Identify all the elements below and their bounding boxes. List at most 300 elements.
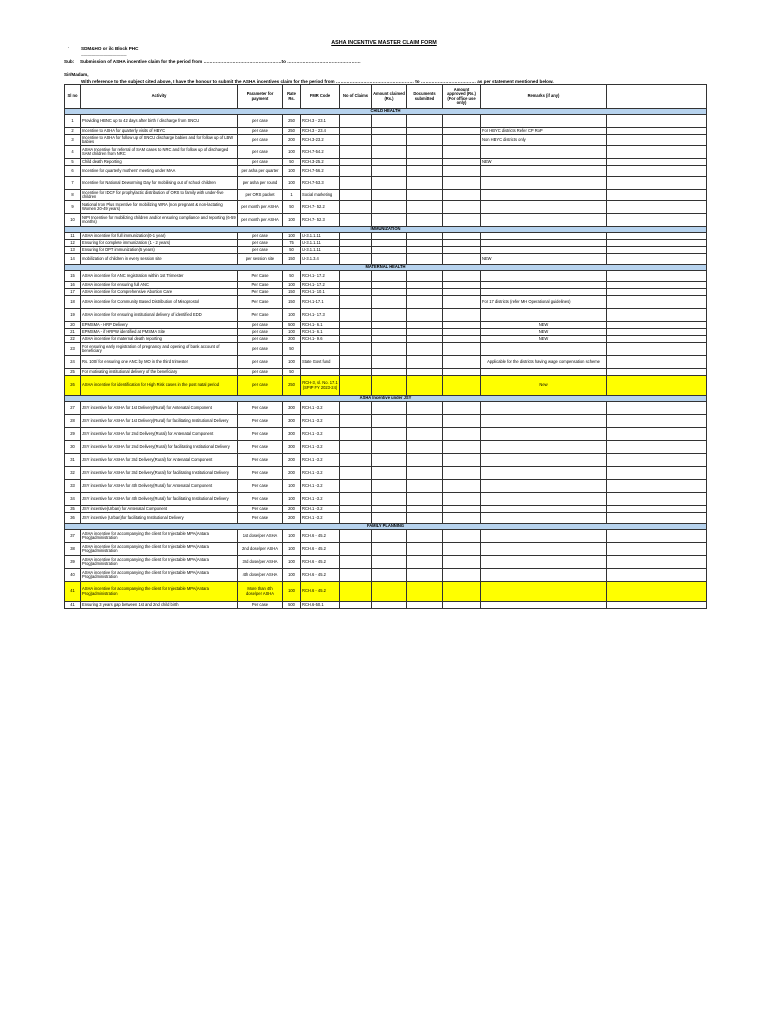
cell-docs[interactable] [407,233,443,240]
cell-approved[interactable] [443,201,481,214]
cell-approved[interactable] [443,254,481,265]
cell-approved[interactable] [443,309,481,322]
cell-amount[interactable] [372,513,407,524]
cell-amount[interactable] [372,480,407,493]
table-row [65,480,707,493]
cell-claims[interactable] [340,254,372,265]
cell-docs[interactable] [407,543,443,556]
cell-docs[interactable] [407,128,443,135]
cell-rate: 100 [283,177,301,190]
cell-docs[interactable] [407,296,443,309]
cell-activity: Incentive to ASHA for quarterly visits of HBYC [81,128,238,135]
cell-fmr: RCH.1 -3.2 [301,467,340,480]
cell-fmr: RCH.1- 17.3 [301,309,340,322]
salutation: Sir/Madam, [64,72,89,77]
cell-claims[interactable] [340,329,372,336]
cell-approved[interactable] [443,329,481,336]
cell-claims[interactable] [340,493,372,506]
cell-remarks [481,454,607,467]
cell-claims[interactable] [340,214,372,227]
cell-approved[interactable] [443,582,481,602]
cell-docs[interactable] [407,159,443,166]
cell-docs[interactable] [407,343,443,356]
cell-amount[interactable] [372,376,407,396]
cell-claims[interactable] [340,240,372,247]
cell-claims[interactable] [340,282,372,289]
cell-activity: Rs. 100/ for ensuring one ANC by MO in the third trimester [81,356,238,369]
cell-docs[interactable] [407,602,443,609]
cell-approved[interactable] [443,543,481,556]
cell-approved[interactable] [443,322,481,329]
cell-approved[interactable] [443,480,481,493]
cell-claims[interactable] [340,336,372,343]
section-immunization: IMMUNIZATION [65,227,707,233]
cell-amount[interactable] [372,402,407,415]
cell-docs[interactable] [407,582,443,602]
cell-docs[interactable] [407,289,443,296]
cell-approved[interactable] [443,556,481,569]
cell-claims[interactable] [340,271,372,282]
cell-docs[interactable] [407,441,443,454]
cell-docs[interactable] [407,530,443,543]
table-row-highlighted [65,376,707,396]
cell-extra [607,214,707,227]
cell-amount[interactable] [372,369,407,376]
cell-rate: 50 [283,247,301,254]
cell-docs[interactable] [407,506,443,513]
cell-approved[interactable] [443,240,481,247]
cell-docs[interactable] [407,493,443,506]
cell-docs[interactable] [407,309,443,322]
cell-claims[interactable] [340,441,372,454]
cell-approved[interactable] [443,428,481,441]
cell-claims[interactable] [340,428,372,441]
cell-remarks [481,556,607,569]
cell-activity: ASHA incentive for Comprehensive Abortion Care [81,289,238,296]
cell-claims[interactable] [340,177,372,190]
cell-remarks [481,441,607,454]
cell-sl: 3 [65,135,81,146]
cell-sl: 1 [65,115,81,128]
cell-fmr: U-3.1.3.4 [301,254,340,265]
cell-activity: JSY incentive for ASHA for 2nd Delivery(Rural) for Antenatal Component [81,428,238,441]
cell-param: 1st dose/per ASHA [238,530,283,543]
cell-rate: 200 [283,135,301,146]
cell-docs[interactable] [407,356,443,369]
cell-docs[interactable] [407,569,443,582]
cell-docs[interactable] [407,201,443,214]
cell-fmr: RCH.1- 10.1 [301,289,340,296]
cell-extra [607,309,707,322]
cell-activity: For motivating institutional delivery of the beneficiary [81,369,238,376]
cell-amount[interactable] [372,135,407,146]
cell-rate: 200 [283,513,301,524]
cell-fmr: RCH.1- 17.2 [301,271,340,282]
cell-approved[interactable] [443,336,481,343]
cell-claims[interactable] [340,296,372,309]
cell-docs[interactable] [407,415,443,428]
cell-docs[interactable] [407,513,443,524]
cell-extra [607,336,707,343]
cell-approved[interactable] [443,190,481,201]
cell-amount[interactable] [372,543,407,556]
cell-sl: 2 [65,128,81,135]
col-docs: Documents submitted [407,85,443,109]
cell-amount[interactable] [372,441,407,454]
cell-sl: 41 [65,582,81,602]
cell-amount[interactable] [372,454,407,467]
cell-approved[interactable] [443,513,481,524]
cell-claims[interactable] [340,135,372,146]
cell-remarks: NEW [481,254,607,265]
table-row [65,247,707,254]
table-row [65,530,707,543]
cell-amount[interactable] [372,336,407,343]
cell-approved[interactable] [443,454,481,467]
cell-docs[interactable] [407,177,443,190]
cell-amount[interactable] [372,166,407,177]
cell-activity: JSY incentive for ASHA for 1st Delivery(Rural) for facilitating Institutional Delivery [81,415,238,428]
cell-claims[interactable] [340,530,372,543]
cell-amount[interactable] [372,493,407,506]
cell-claims[interactable] [340,128,372,135]
cell-approved[interactable] [443,115,481,128]
cell-rate: 200 [283,454,301,467]
cell-param: per case [238,240,283,247]
cell-docs[interactable] [407,336,443,343]
cell-approved[interactable] [443,467,481,480]
cell-param: 4th dose/per ASHA [238,569,283,582]
cell-docs[interactable] [407,402,443,415]
cell-param: per case [238,369,283,376]
cell-claims[interactable] [340,289,372,296]
cell-param: per month per ASHA [238,214,283,227]
cell-approved[interactable] [443,415,481,428]
cell-approved[interactable] [443,530,481,543]
cell-activity: EPMSMA - if HRPW identified at PMSMA Site [81,329,238,336]
form-title: ASHA INCENTIVE MASTER CLAIM FORM [331,40,437,46]
cell-claims[interactable] [340,376,372,396]
table-row [65,240,707,247]
cell-approved[interactable] [443,271,481,282]
cell-param: Per case [238,602,283,609]
cell-docs[interactable] [407,214,443,227]
cell-amount[interactable] [372,322,407,329]
cell-docs[interactable] [407,247,443,254]
cell-rate: 50 [283,201,301,214]
cell-claims[interactable] [340,190,372,201]
cell-remarks [481,271,607,282]
cell-extra [607,159,707,166]
cell-activity: Ensuring for complete immunization (1 - 2 years) [81,240,238,247]
cell-fmr: RCH.7-56.2 [301,166,340,177]
cell-amount[interactable] [372,201,407,214]
cell-docs[interactable] [407,240,443,247]
cell-amount[interactable] [372,296,407,309]
cell-rate: 50 [283,369,301,376]
cell-sl: 25 [65,369,81,376]
cell-rate: 300 [283,402,301,415]
cell-amount[interactable] [372,282,407,289]
cell-docs[interactable] [407,146,443,159]
cell-amount[interactable] [372,128,407,135]
cell-approved[interactable] [443,602,481,609]
table-row [65,506,707,513]
cell-docs[interactable] [407,454,443,467]
cell-amount[interactable] [372,254,407,265]
cell-approved[interactable] [443,369,481,376]
cell-docs[interactable] [407,369,443,376]
cell-amount[interactable] [372,240,407,247]
cell-remarks: For 17 districts (refer MH Operational guidelines) [481,296,607,309]
cell-fmr: RCH.1 -3.2 [301,428,340,441]
cell-param: Per case [238,415,283,428]
cell-remarks [481,233,607,240]
cell-amount[interactable] [372,569,407,582]
cell-claims[interactable] [340,309,372,322]
cell-amount[interactable] [372,159,407,166]
cell-approved[interactable] [443,159,481,166]
cell-docs[interactable] [407,467,443,480]
cell-claims[interactable] [340,369,372,376]
cell-approved[interactable] [443,506,481,513]
col-claims: No of Claims [340,85,372,109]
col-param: Parameter for payment [238,85,283,109]
section-maternal: MATERNAL HEALTH [65,265,707,271]
cell-claims[interactable] [340,343,372,356]
cell-claims[interactable] [340,166,372,177]
cell-fmr: RCH.1 -3.2 [301,513,340,524]
cell-docs[interactable] [407,115,443,128]
stray-dot: . [68,44,70,50]
cell-claims[interactable] [340,356,372,369]
cell-docs[interactable] [407,480,443,493]
cell-claims[interactable] [340,480,372,493]
cell-extra [607,329,707,336]
table-row [65,343,707,356]
cell-extra [607,467,707,480]
cell-fmr: RCH.6 - 45.2 [301,530,340,543]
cell-approved[interactable] [443,402,481,415]
cell-remarks [481,240,607,247]
cell-approved[interactable] [443,247,481,254]
cell-remarks [481,201,607,214]
cell-activity: ASHA incentive for ensuring institutional delivery of identified EDD [81,309,238,322]
cell-activity: Ensuring 3 years gap between 1st and 2nd child birth [81,602,238,609]
cell-amount[interactable] [372,247,407,254]
cell-docs[interactable] [407,329,443,336]
cell-extra [607,271,707,282]
cell-sl: 16 [65,282,81,289]
cell-sl: 22 [65,336,81,343]
cell-amount[interactable] [372,428,407,441]
cell-approved[interactable] [443,166,481,177]
cell-docs[interactable] [407,376,443,396]
cell-extra [607,201,707,214]
cell-param: per case [238,135,283,146]
table-row [65,415,707,428]
cell-extra [607,530,707,543]
cell-approved[interactable] [443,569,481,582]
cell-claims[interactable] [340,247,372,254]
cell-claims[interactable] [340,454,372,467]
cell-rate: 100 [283,569,301,582]
cell-approved[interactable] [443,441,481,454]
table-row [65,190,707,201]
cell-claims[interactable] [340,569,372,582]
cell-remarks [481,402,607,415]
cell-approved[interactable] [443,376,481,396]
cell-claims[interactable] [340,146,372,159]
cell-approved[interactable] [443,296,481,309]
table-row [65,322,707,329]
cell-approved[interactable] [443,233,481,240]
table-row [65,282,707,289]
cell-claims[interactable] [340,602,372,609]
cell-docs[interactable] [407,428,443,441]
cell-fmr: RCH.1- 6.1 [301,329,340,336]
cell-docs[interactable] [407,135,443,146]
cell-docs[interactable] [407,322,443,329]
table-row [65,569,707,582]
cell-amount[interactable] [372,214,407,227]
cell-extra [607,128,707,135]
cell-claims[interactable] [340,415,372,428]
cell-docs[interactable] [407,166,443,177]
cell-claims[interactable] [340,233,372,240]
cell-amount[interactable] [372,582,407,602]
cell-rate: 250 [283,115,301,128]
cell-rate: 100 [283,233,301,240]
cell-amount[interactable] [372,190,407,201]
cell-amount[interactable] [372,506,407,513]
cell-approved[interactable] [443,135,481,146]
cell-approved[interactable] [443,128,481,135]
cell-param: per case [238,356,283,369]
cell-amount[interactable] [372,177,407,190]
cell-rate: 200 [283,467,301,480]
cell-claims[interactable] [340,506,372,513]
cell-amount[interactable] [372,233,407,240]
cell-sl: 13 [65,247,81,254]
cell-docs[interactable] [407,271,443,282]
cell-remarks: NEW [481,322,607,329]
cell-amount[interactable] [372,356,407,369]
cell-activity: NIPI Incentive for mobilizing children and/or ensuring compliance and reporting (6-59 months) [81,214,238,227]
claim-table [64,84,707,609]
cell-claims[interactable] [340,402,372,415]
cell-claims[interactable] [340,467,372,480]
cell-param: Per case [238,441,283,454]
cell-activity: ASHA incentive for maternal death reporting [81,336,238,343]
cell-activity: National Iron Plus Incentive for mobilizing WRA (non pregnant & non-lactating Women 20-49 years) [81,201,238,214]
cell-amount[interactable] [372,530,407,543]
cell-docs[interactable] [407,282,443,289]
cell-approved[interactable] [443,289,481,296]
cell-docs[interactable] [407,190,443,201]
section-family-planning: FAMILY PLANNING [65,524,707,530]
cell-remarks [481,282,607,289]
cell-extra [607,190,707,201]
table-row [65,115,707,128]
cell-claims[interactable] [340,201,372,214]
cell-amount[interactable] [372,556,407,569]
cell-sl: 36 [65,513,81,524]
cell-amount[interactable] [372,602,407,609]
cell-docs[interactable] [407,254,443,265]
cell-amount[interactable] [372,309,407,322]
cell-remarks [481,543,607,556]
cell-approved[interactable] [443,214,481,227]
cell-approved[interactable] [443,282,481,289]
cell-remarks [481,369,607,376]
cell-amount[interactable] [372,115,407,128]
cell-claims[interactable] [340,115,372,128]
cell-claims[interactable] [340,556,372,569]
cell-param: Per case [238,506,283,513]
cell-rate: 200 [283,336,301,343]
cell-activity: Incentive to ASHA for follow up of SNCU discharge babies and for follow up of LBW babies [81,135,238,146]
cell-claims[interactable] [340,582,372,602]
cell-param: per asha per round [238,177,283,190]
cell-fmr [301,343,340,356]
table-row [65,336,707,343]
cell-fmr: RCH.7-54.2 [301,146,340,159]
cell-amount[interactable] [372,271,407,282]
cell-activity: ASHA incentive for ANC registration within 1st Trimester [81,271,238,282]
cell-sl: 20 [65,322,81,329]
cell-param: per case [238,159,283,166]
cell-docs[interactable] [407,556,443,569]
col-approved: Amount approved (Rs.) (For office use only) [443,85,481,109]
cell-sl: 24 [65,356,81,369]
cell-rate: 250 [283,376,301,396]
cell-approved[interactable] [443,356,481,369]
cell-remarks: NEW [481,159,607,166]
table-row [65,329,707,336]
cell-param: Per Case [238,296,283,309]
table-row [65,402,707,415]
cell-fmr: U-3.1.1.11 [301,233,340,240]
cell-claims[interactable] [340,543,372,556]
cell-approved[interactable] [443,493,481,506]
cell-claims[interactable] [340,513,372,524]
cell-amount[interactable] [372,329,407,336]
cell-activity: For ensuring early registration of pregnancy and opening of bank account of beneficiary [81,343,238,356]
cell-extra [607,376,707,396]
cell-amount[interactable] [372,415,407,428]
cell-amount[interactable] [372,289,407,296]
cell-remarks [481,214,607,227]
table-row [65,254,707,265]
cell-approved[interactable] [443,343,481,356]
cell-extra [607,282,707,289]
table-row [65,493,707,506]
cell-amount[interactable] [372,467,407,480]
cell-param: per case [238,329,283,336]
cell-rate: 100 [283,493,301,506]
cell-amount[interactable] [372,343,407,356]
cell-sl: 17 [65,289,81,296]
cell-remarks: For HBYC districts Refer CP RoP [481,128,607,135]
cell-extra [607,480,707,493]
cell-approved[interactable] [443,177,481,190]
cell-approved[interactable] [443,146,481,159]
cell-claims[interactable] [340,322,372,329]
cell-sl: 29 [65,428,81,441]
cell-claims[interactable] [340,159,372,166]
cell-amount[interactable] [372,146,407,159]
